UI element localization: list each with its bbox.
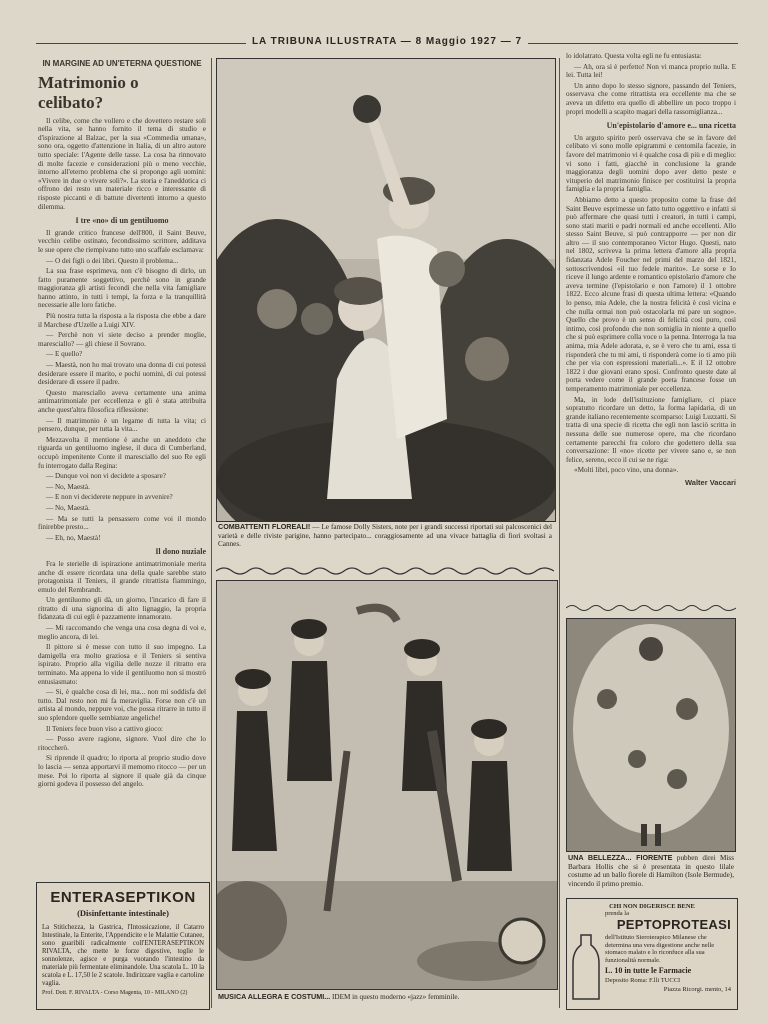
page-number: 7	[515, 36, 523, 47]
paragraph: — E non vi deciderete neppure in avvenire?	[46, 493, 173, 502]
paragraph: — O dei figli o dei libri. Questo il problema...	[46, 256, 179, 265]
caption-title: MUSICA ALLEGRA E COSTUMI...	[218, 992, 331, 1001]
article-title: Matrimonio o celibato?	[38, 72, 139, 112]
column-rule	[559, 58, 560, 1008]
paragraph: — Dunque voi non vi decidete a sposare?	[46, 472, 166, 481]
caption-title: COMBATTENTI FLOREALI!	[218, 522, 311, 531]
issue-date: 8 Maggio 1927	[415, 36, 497, 47]
paragraph: Un gentiluomo gli dà, un giorno, l'incarico di fare il ritratto di una signorina di alto lignaggio, la propria fidanzata di cui egli è pazzamente innamorato.	[38, 596, 206, 622]
paragraph: Mezzavolta il mentione è anche un aneddoto che riguarda un gentiluomo inglese, il duca di Cumberland, occupò impenitente Conte il maresciallo del suo Re egli fu interrogato dalla Regina:	[38, 435, 206, 470]
paragraph: — Ma se tutti la pensassero come voi il mondo finirebbe presto...	[38, 514, 206, 532]
paragraph: — No, Maestà.	[46, 482, 90, 491]
photo-jazz-band-caption	[218, 993, 554, 1002]
paragraph: — Si, è qualche cosa di lei, ma... non mi soddisfa del tutto. Dal resto non mi fa meraviglia. Forse non c'è un artista al mondo, neppure voi, che possa ritrarre in tutto il suo splendore quelle sembianze angeliche!	[38, 688, 206, 722]
paragraph: Questo maresciallo aveva certamente una anima antimatrimoniale per eccellenza e gli è stata attribuita anche quest'altra filosofica riflessione:	[38, 388, 206, 414]
photo-flower-costume-image	[567, 619, 735, 851]
photo-jazz-band-image	[217, 581, 557, 989]
article-intro: Il celibe, come che vollero e che dovettero restare soli nella vita, se hanno fornito il tema di studio e d'ispirazione al Balzac, per la sua «Commedia umana», sono ora, oggetto d'attenzione in Italia, di un altro autore tutto speciale: l'Agente delle tasse. La cosa ha rinnovato di molte facezie e considerazioni più o meno vecchie, intorno all'eterno problema che si propongo agli uomini: «Vivere in due o vivere soli?». La storia e l'aneddotica ci offrono dei resto un materiale ricco e interessante di risposte piccanti e di battute divertenti intorno a questo dilemma.	[38, 116, 206, 211]
advertisement-peptoproteasi	[566, 898, 738, 1010]
paragraph: — Eh, no, Maestà!	[46, 533, 101, 542]
subheading-tre-no: I tre «no» di un gentiluomo	[75, 216, 169, 226]
photo-dolly-sisters-caption	[218, 523, 552, 549]
photo-dolly-sisters	[216, 58, 556, 522]
article-kicker: IN MARGINE AD UN'ETERNA QUESTIONE	[42, 59, 202, 68]
paragraph: Fra le sterielle di ispirazione antimatrimoniale merita anche di essere ricordata una della quale sarebbe stato protagonista il Teniers, il grande ritrattista fiammingo, emulo del Rembrandt.	[38, 559, 206, 594]
ad-depot: Deposito Roma: F.lli TUCCI	[605, 977, 681, 985]
photo-dolly-sisters-image	[217, 59, 555, 521]
pharmacy-bottle-icon	[571, 933, 601, 1003]
paragraph: Più nostra tutta la risposta a la risposta che ebbe a dare il Marchese d'Uzelle a Luigi XIV.	[38, 312, 206, 329]
ornamental-border-small	[566, 603, 736, 613]
paragraph: Il grande critico francese dell'800, il Saint Beuve, vecchio celibe ostinato, fecondissimo scrittore, additava le sue opere che riempivano tutto uno scaffale esclamava:	[38, 228, 206, 254]
paragraph: — E quello?	[46, 350, 83, 359]
paragraph: Abbiamo detto a questo proposito come la frase del Saint Beuve esprimesse un fatto tutto oggettivo e infatti si può affermare che quasi tutti i creatori, in tutti i campi, sono stati mariti e padri normali ed anche eccellenti. Allo stesso Saint Beuve, si può contrapporre — per non dir altro — il suo contemporaneo Victor Hugo. Questi, nato nel 1802, scriveva la prima lettera d'amore alla propria fidanzata Adele Foucher nel primi del marzo del 1821, sottoscrivendosi «il tuo fedele marito». Le sorse e Io riceve il lungo ardente e romantico epistolario d'amore che aveva termine (l'epistolario e non l'amore) il 1 ottobre 1822. Ecco alcune frasi di questa ultima lettera: «Quando lo penso, mia Adele, che la nostra felicità è così vicina e che nulla ormai non può ostacolarla mi pare un sogno». Quello che provo è un senso di felicità così puro, così intimo, così profondo che non somiglia in niente a quello che si può esprimere colla voce o la penna. Interroga la tua anima, mia Adele adorata, e, se è vero che tu ami, essa ti risponderà che tu mi ami, ti risponderà come io ti amo più che per via con espressioni materiali...». E il 12 ottobre 1822 i due giovani erano sposi. Confronto queste date al porta vedere come il grande poeta francese fosse un temperamento matrimoniale per eccellenza.	[566, 195, 736, 393]
paragraph: — Mi raccomando che venga una cosa degna di voi e, meglio ancora, di lei.	[38, 624, 206, 641]
photo-flower-costume	[566, 618, 736, 852]
left-article	[38, 58, 206, 880]
caption-text: — Le famose Dolly Sisters, note per i grandi successi riportati sui palcoscenici del varietà e delle riviste parigine, hanno partecipato... coraggiosamente ad una vivace battaglia di fiori svoltasi a Cannes.	[218, 523, 552, 549]
paragraph: lo idolatrato. Questa volta egli ne fu entusiasta:	[566, 52, 702, 60]
right-article	[566, 52, 736, 612]
ad-price: L. 10 in tutte le Farmacie	[605, 966, 692, 976]
ad-subline: prenda la	[605, 910, 630, 917]
subheading-dono-nuziale: Il dono nuziale	[155, 547, 206, 557]
caption-text: pubben direi Miss Barbara Hollis che si è presentata in questo lilale costume ad un ballo fiorele di Hamilton (Isole Bermude), vincendo il primo premio.	[568, 854, 734, 888]
paragraph: Ma, in lode dell'istituzione famigliare, ci piace sopratutto ricordare un detto, la forma lapidaria, di un grande italiano recentemente scomparso: Luigi Luzzatti. Si tratta di una specie di ricetta che egli non lasciò scritta in nessuna delle sue numerose opere, ma che ricordano certamente parecchi fra coloro che godettero della sua conversazione: Il «no» ricette per vivere sano e, se non felice, sereno, ecco il cui se ne riga:	[566, 395, 736, 464]
ad-brand: PEPTOPROTEASI	[616, 917, 731, 932]
paragraph: — Ah, ora sì è perfetto! Non vi manca proprio nulla. E lei. Tutta lei!	[566, 62, 736, 80]
ad-address: Piazza Ricorgi. mento, 14	[663, 986, 731, 994]
paragraph: — Maestà, non ho mai trovato una donna di cui potessi desiderare essere il marito, e pochi uomini, di cui potessi desiderare di essere il padre.	[38, 361, 206, 387]
publication-name: LA TRIBUNA ILLUSTRATA	[251, 36, 397, 47]
paragraph: Il pittore si è messe con tutto il suo impegno. La damigella era molto graziosa e il Teniers si sentiva ispirato. Proprio alla vigilia delle nozze il ritratto era terminato. Ma appena lo vide il gentiluomo non si mostrò entusiasmato:	[38, 643, 206, 686]
paragraph: — Perchè non vi siete deciso a prender moglie, maresciallo? — gli chiese il Sovrano.	[38, 331, 206, 348]
paragraph: Un arguto spirito però osservava che se in favore del celibato vi sono molle epigrammi e centomila facezie, in favore del matrimonio vi è qualche cosa di più e di meglio: vi sono i fatti, giacchè in conclusione la grande maggioranza degli uomini dopo aver detto peste e vituperio del matrimonio finisce per costituirsi la propria famiglia e la propria famiglia.	[566, 133, 736, 194]
page-header	[36, 36, 738, 50]
author-signature: Walter Vaccari	[684, 477, 736, 487]
ad-headline: CHI NON DIGERISCE BENE	[609, 903, 695, 910]
paragraph: La sua frase esprimeva, non c'è bisogno di dirlo, un fatto puramente soggettivo, perchè sono in grande maggioranza gli artisti fecondi che nella vita famigliare hanno attinto, in tutti i tempi, la forza e la tranquillità necessarie alle loro fatiche.	[38, 267, 206, 310]
paragraph: Un anno dopo lo stesso signore, passando del Teniers, osservava che come ritrattista era eccellente ma che se aveva un difetto era quello di abbellire un poco troppo i propri modelli a scapito magari della rassomiglianza...	[566, 81, 736, 116]
paragraph: — Posso avere ragione, signore. Vuol dire che lo ritoccherò.	[38, 735, 206, 752]
paragraph: «Molti libri, poco vino, una donna».	[574, 466, 679, 475]
paragraph: — Il matrimonio è un legame di tutta la vita; ci pensero, dunque, per tutta la vita...	[38, 416, 206, 434]
paragraph: Il Teniers fece buon viso a cattivo gioco:	[46, 724, 163, 733]
advertisement-enteraseptikon	[36, 882, 210, 1010]
ad-body: La Stitichezza, la Gastrica, l'Intossicazione, il Catarro Intestinale, la Enterite, l'Appendicite e le Malattie Cutanee, sono guaribili radicalmente coll'ENTERASEPTIKON RIVALTA, che mette le forze digestive, toglie le sonnolenze, agisce e purga vuotando l'intestino da materiale più fermentate eliminandole. Una scatola L. 10 la scatola e L. 17,50 le 2 scatole. Indirizzare vaglia e cartoline vaglia.	[42, 924, 204, 987]
paragraph: — No, Maestà.	[46, 503, 90, 512]
header-text: LA TRIBUNA ILLUSTRATA — 8 Maggio 1927 — 7	[246, 36, 528, 47]
caption-text: IDEM in questo moderno «jazz» femminile.	[332, 993, 460, 1001]
photo-flower-costume-caption	[568, 854, 734, 888]
header-rule-right	[528, 43, 738, 44]
ornamental-border	[216, 565, 554, 577]
photo-jazz-band	[216, 580, 558, 990]
paragraph: Si riprende il quadro; lo riporta al proprio studio dove lo lascia — senza apportarvi il memomo ritocco — per un mese. Poi lo riporta al signore il quale già da cinque giorni godeva il possesso del angelo.	[38, 754, 206, 789]
ad-footer: Prof. Dott. F. RIVALTA - Corso Magenta, 10 - MILANO (2)	[42, 990, 188, 996]
caption-title: UNA BELLEZZA... FIORENTE	[568, 853, 673, 862]
subheading-epistolario: Un'epistolario d'amore e... una ricetta	[606, 121, 736, 131]
header-rule-left	[36, 43, 246, 44]
ad-body: dell'Istituto Sieroterapico Milanese che determina una vera digestione anche nelle stomaco malato e lo riconfuce alla sua funzionalità normale.	[605, 934, 715, 964]
ad-product-name: ENTERASEPTIKON	[50, 889, 196, 906]
column-rule	[211, 58, 212, 1008]
ad-product-description: (Disinfettante intestinale)	[77, 908, 169, 918]
